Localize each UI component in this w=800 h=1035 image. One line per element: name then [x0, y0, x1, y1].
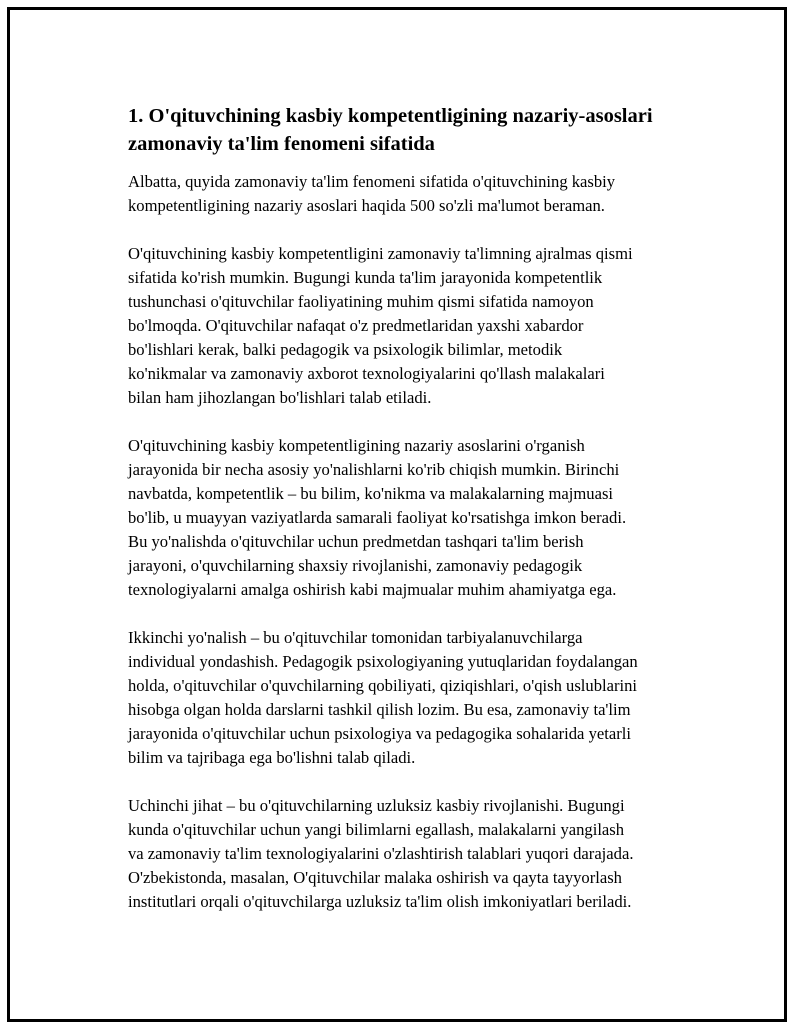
- section-heading: 1. O'qituvchining kasbiy kompetentligining nazariy-asoslari zamonaviy ta'lim fenomeni sifatida: [128, 105, 653, 155]
- document-body: [128, 102, 698, 938]
- page-frame: [7, 7, 787, 1022]
- paragraph-theoretical-foundations: O'qituvchining kasbiy kompetentligining nazariy asoslarini o'rganish jarayonida bir necha asosiy yo'nalishlarni ko'rib chiqish mumkin. Birinchi navbatda, kompetentlik – bu bilim, ko'nikma va malakalarning majmuasi bo'lib, u muayyan vaziyatlarda samarali faoliyat ko'rsatishga imkon beradi. Bu yo'nalishda o'qituvchilar uchun predmetdan tashqari ta'lim berish jarayoni, o'quvchilarning shaxsiy rivojlanishi, zamonaviy pedagogik texnologiyalarni amalga oshirish kabi majmualar muhim ahamiyatga ega.: [128, 436, 627, 599]
- paragraph-competence-definition: O'qituvchining kasbiy kompetentligini zamonaviy ta'limning ajralmas qismi sifatida ko'rish mumkin. Bugungi kunda ta'lim jarayonida kompetentlik tushunchasi o'qituvchilar faoliyatining muhim qismi sifatida namoyon bo'lmoqda. O'qituvchilar nafaqat o'z predmetlaridan yaxshi xabardor bo'lishlari kerak, balki pedagogik va psixologik bilimlar, metodik ko'nikmalar va zamonaviy axborot texnologiyalarini qo'llash malakalari bilan ham jihozlangan bo'lishlari talab etiladi.: [128, 244, 633, 407]
- paragraph-intro: Albatta, quyida zamonaviy ta'lim fenomeni sifatida o'qituvchining kasbiy kompetentligining nazariy asoslari haqida 500 so'zli ma'lumot beraman.: [128, 172, 616, 215]
- paragraph-individual-approach: Ikkinchi yo'nalish – bu o'qituvchilar tomonidan tarbiyalanuvchilarga individual yondashish. Pedagogik psixologiyaning yutuqlaridan foydalangan holda, o'qituvchilar o'quvchilarning qobiliyati, qiziqishlari, o'qish uslublarini hisobga olgan holda darslarni tashkil qilish lozim. Bu esa, zamonaviy ta'lim jarayonida o'qituvchilar uchun psixologiya va pedagogika sohalarida yetarli bilim va tajribaga ega bo'lishni talab qiladi.: [128, 628, 638, 767]
- paragraph-continuous-development: Uchinchi jihat – bu o'qituvchilarning uzluksiz kasbiy rivojlanishi. Bugungi kunda o'qituvchilar uchun yangi bilimlarni egallash, malakalarni yangilash va zamonaviy ta'lim texnologiyalarini o'zlashtirish talablari yuqori darajada. O'zbekistonda, masalan, O'qituvchilar malaka oshirish va qayta tayyorlash institutlari orqali o'qituvchilarga uzluksiz ta'lim olish imkoniyatlari beriladi.: [128, 796, 634, 911]
